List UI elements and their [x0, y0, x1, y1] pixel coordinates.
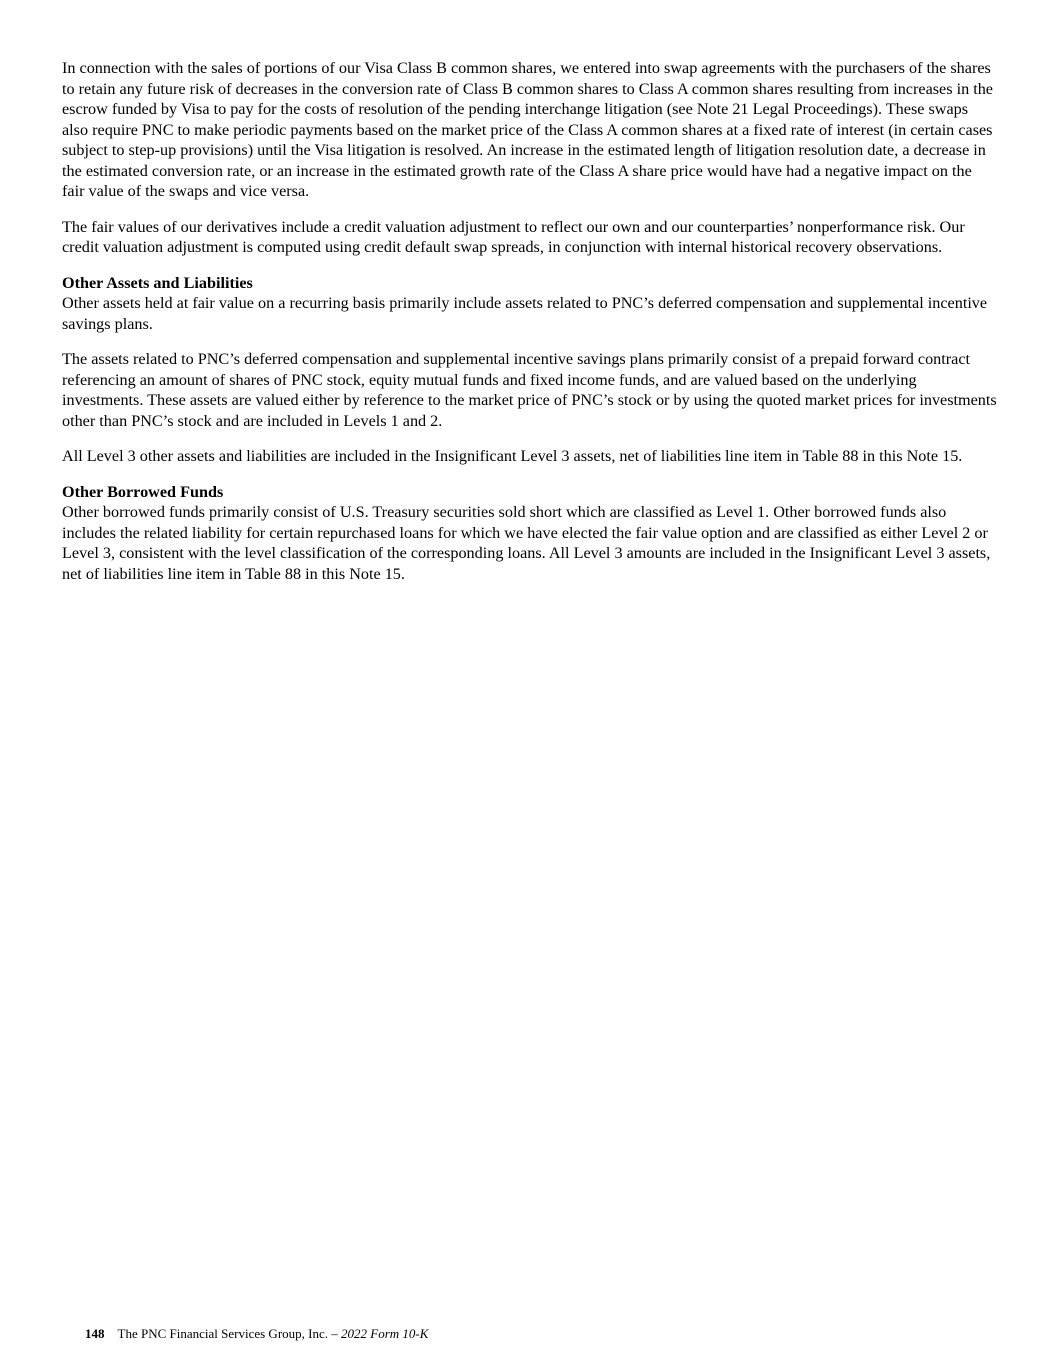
section-other-assets-liabilities [62, 273, 997, 335]
page-footer [85, 1326, 428, 1342]
section-other-borrowed-funds [62, 482, 997, 585]
paragraph-visa-swaps: In connection with the sales of portions of our Visa Class B common shares, we entered into swap agreements with the purchasers of the shares to retain any future risk of decreases in the conversion rate of Class B common shares to Class A common shares resulting from increases in the escrow funded by Visa to pay for the costs of resolution of the pending interchange litigation (see Note 21 Legal Proceedings). These swaps also require PNC to make periodic payments based on the market price of the Class A common shares at a fixed rate of interest (in certain cases subject to step-up provisions) until the Visa litigation is resolved. An increase in the estimated length of litigation resolution date, a decrease in the estimated conversion rate, or an increase in the estimated growth rate of the Class A share price would have had a negative impact on the fair value of the swaps and vice versa. [62, 59, 993, 200]
paragraph-deferred-compensation: The assets related to PNC’s deferred compensation and supplemental incentive savings plans primarily consist of a prepaid forward contract referencing an amount of shares of PNC stock, equity mutual funds and fixed income funds, and are valued based on the underlying investments. These assets are valued either by reference to the market price of PNC’s stock or by using the quoted market prices for investments other than PNC’s stock and are included in Levels 1 and 2. [62, 350, 997, 430]
footer-company: The PNC Financial Services Group, Inc. – [117, 1326, 338, 1341]
section-heading-other-assets: Other Assets and Liabilities [62, 273, 253, 292]
document-body [62, 58, 997, 599]
section-heading-other-borrowed-funds: Other Borrowed Funds [62, 482, 224, 501]
page-number: 148 [85, 1326, 105, 1341]
paragraph-level3-other-assets: All Level 3 other assets and liabilities are included in the Insignificant Level 3 assets, net of liabilities line item in Table 88 in this Note 15. [62, 447, 963, 465]
footer-form: 2022 Form 10-K [341, 1326, 429, 1341]
paragraph-other-assets-intro: Other assets held at fair value on a recurring basis primarily include assets related to PNC’s deferred compensation and supplemental incentive savings plans. [62, 294, 988, 333]
paragraph-other-borrowed-funds: Other borrowed funds primarily consist of U.S. Treasury securities sold short which are classified as Level 1. Other borrowed funds also includes the related liability for certain repurchased loans for which we have elected the fair value option and are classified as either Level 2 or Level 3, consistent with the level classification of the corresponding loans. All Level 3 amounts are included in the Insignificant Level 3 assets, net of liabilities line item in Table 88 in this Note 15. [62, 503, 991, 583]
paragraph-credit-valuation: The fair values of our derivatives include a credit valuation adjustment to reflect our own and our counterparties’ nonperformance risk. Our credit valuation adjustment is computed using credit default swap spreads, in conjunction with internal historical recovery observations. [62, 217, 965, 256]
